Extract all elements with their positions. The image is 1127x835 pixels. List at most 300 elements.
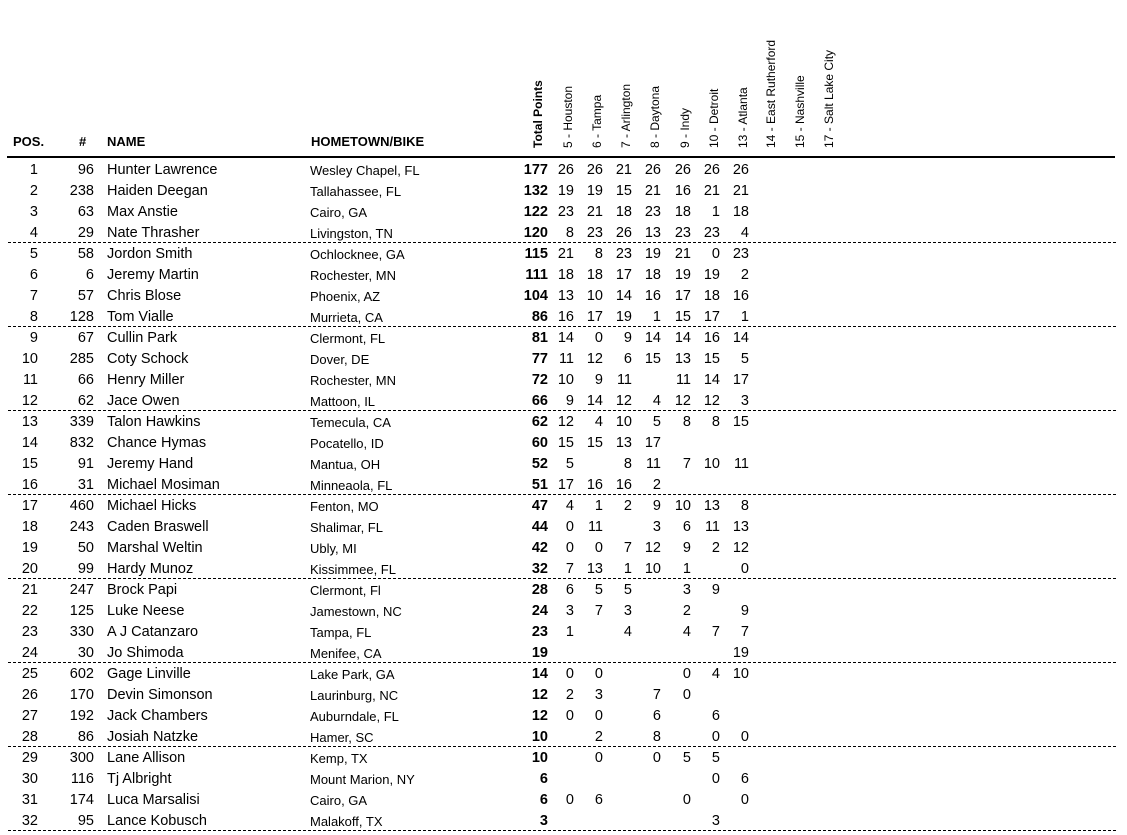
hometown-cell: Ubly, MI xyxy=(310,541,357,556)
total-points-cell: 12 xyxy=(531,687,548,703)
round-points-cell: 4 xyxy=(594,414,603,430)
round-points-cell: 3 xyxy=(565,603,574,619)
header-round-8: 14 - East Rutherford xyxy=(764,39,778,148)
round-points-cell: 1 xyxy=(565,624,574,640)
round-points-cell: 8 xyxy=(623,456,632,472)
total-points-cell: 23 xyxy=(531,624,548,640)
number-cell: 192 xyxy=(69,708,94,724)
round-points-cell: 6 xyxy=(594,792,603,808)
round-points-cell: 10 xyxy=(703,456,720,472)
round-points-cell: 21 xyxy=(674,246,691,262)
pos-cell: 9 xyxy=(29,330,38,346)
round-points-cell: 18 xyxy=(557,267,574,283)
header-round-2: 6 - Tampa xyxy=(590,94,604,148)
name-cell: Lane Allison xyxy=(107,750,186,766)
number-cell: 339 xyxy=(69,414,94,430)
round-points-cell: 21 xyxy=(615,162,632,178)
pos-cell: 6 xyxy=(29,267,38,283)
round-points-cell: 18 xyxy=(586,267,603,283)
round-points-cell: 0 xyxy=(711,246,720,262)
round-points-cell: 7 xyxy=(623,540,632,556)
round-points-cell: 17 xyxy=(674,288,691,304)
round-points-cell: 1 xyxy=(623,561,632,577)
header-round-6: 10 - Detroit xyxy=(707,88,721,148)
round-points-cell: 12 xyxy=(615,393,632,409)
number-cell: 247 xyxy=(69,582,94,598)
name-cell: Devin Simonson xyxy=(107,687,213,703)
round-points-cell: 3 xyxy=(594,687,603,703)
round-points-cell: 5 xyxy=(594,582,603,598)
name-cell: Tom Vialle xyxy=(107,309,174,325)
group-divider xyxy=(8,494,1116,495)
header-total-points: Total Points xyxy=(531,80,545,148)
number-cell: 602 xyxy=(69,666,94,682)
pos-cell: 28 xyxy=(21,729,38,745)
round-points-cell: 0 xyxy=(740,792,749,808)
hometown-cell: Rochester, MN xyxy=(310,268,396,283)
pos-cell: 31 xyxy=(21,792,38,808)
round-points-cell: 2 xyxy=(565,687,574,703)
round-points-cell: 0 xyxy=(565,519,574,535)
round-points-cell: 6 xyxy=(740,771,749,787)
round-points-cell: 10 xyxy=(557,372,574,388)
round-points-cell: 16 xyxy=(674,183,691,199)
total-points-cell: 62 xyxy=(531,414,548,430)
round-points-cell: 1 xyxy=(682,561,691,577)
total-points-cell: 12 xyxy=(531,708,548,724)
round-points-cell: 0 xyxy=(740,561,749,577)
name-cell: Michael Hicks xyxy=(107,498,197,514)
name-cell: Chance Hymas xyxy=(107,435,207,451)
pos-cell: 24 xyxy=(21,645,38,661)
header-rule xyxy=(7,156,1115,158)
round-points-cell: 4 xyxy=(623,624,632,640)
header-round-4: 8 - Daytona xyxy=(648,85,662,148)
round-points-cell: 4 xyxy=(740,225,749,241)
header-hometown: HOMETOWN/BIKE xyxy=(311,134,425,149)
total-points-cell: 6 xyxy=(539,792,548,808)
round-points-cell: 9 xyxy=(623,330,632,346)
round-points-cell: 23 xyxy=(703,225,720,241)
round-points-cell: 15 xyxy=(557,435,574,451)
round-points-cell: 11 xyxy=(587,519,603,535)
round-points-cell: 2 xyxy=(623,498,632,514)
round-points-cell: 16 xyxy=(557,309,574,325)
number-cell: 86 xyxy=(77,729,94,745)
round-points-cell: 13 xyxy=(644,225,661,241)
round-points-cell: 7 xyxy=(565,561,574,577)
total-points-cell: 111 xyxy=(525,267,548,283)
round-points-cell: 8 xyxy=(594,246,603,262)
hometown-cell: Mantua, OH xyxy=(310,457,381,472)
round-points-cell: 1 xyxy=(594,498,603,514)
header-round-1: 5 - Houston xyxy=(561,85,575,148)
round-points-cell: 16 xyxy=(615,477,632,493)
header-round-3: 7 - Arlington xyxy=(619,83,633,148)
pos-cell: 2 xyxy=(29,183,38,199)
hometown-cell: Dover, DE xyxy=(310,352,370,367)
round-points-cell: 5 xyxy=(740,351,749,367)
round-points-cell: 26 xyxy=(703,162,720,178)
round-points-cell: 0 xyxy=(594,708,603,724)
round-points-cell: 14 xyxy=(615,288,632,304)
group-divider xyxy=(8,830,1116,831)
round-points-cell: 21 xyxy=(732,183,749,199)
round-points-cell: 14 xyxy=(674,330,691,346)
round-points-cell: 9 xyxy=(740,603,749,619)
round-points-cell: 5 xyxy=(652,414,661,430)
round-points-cell: 13 xyxy=(703,498,720,514)
name-cell: Chris Blose xyxy=(107,288,182,304)
total-points-cell: 60 xyxy=(531,435,548,451)
round-points-cell: 0 xyxy=(594,330,603,346)
round-points-cell: 26 xyxy=(674,162,691,178)
round-points-cell: 3 xyxy=(682,582,691,598)
number-cell: 460 xyxy=(69,498,94,514)
total-points-cell: 19 xyxy=(531,645,548,661)
pos-cell: 21 xyxy=(21,582,38,598)
number-cell: 62 xyxy=(77,393,94,409)
round-points-cell: 5 xyxy=(623,582,632,598)
round-points-cell: 3 xyxy=(623,603,632,619)
total-points-cell: 52 xyxy=(531,456,548,472)
round-points-cell: 3 xyxy=(652,519,661,535)
pos-cell: 17 xyxy=(21,498,38,514)
round-points-cell: 15 xyxy=(732,414,749,430)
round-points-cell: 12 xyxy=(703,393,720,409)
total-points-cell: 32 xyxy=(531,561,548,577)
round-points-cell: 0 xyxy=(594,666,603,682)
round-points-cell: 19 xyxy=(557,183,574,199)
round-points-cell: 2 xyxy=(711,540,720,556)
number-cell: 99 xyxy=(77,561,94,577)
table-row xyxy=(0,601,1127,622)
number-cell: 67 xyxy=(77,330,94,346)
group-divider xyxy=(8,326,1116,327)
name-cell: Hunter Lawrence xyxy=(107,162,218,178)
table-row xyxy=(0,370,1127,391)
table-row xyxy=(0,307,1127,328)
round-points-cell: 13 xyxy=(615,435,632,451)
round-points-cell: 0 xyxy=(594,750,603,766)
round-points-cell: 11 xyxy=(675,372,691,388)
round-points-cell: 3 xyxy=(711,813,720,829)
hometown-cell: Temecula, CA xyxy=(310,415,391,430)
hometown-cell: Lake Park, GA xyxy=(310,667,395,682)
name-cell: Haiden Deegan xyxy=(107,183,208,199)
hometown-cell: Shalimar, FL xyxy=(310,520,383,535)
pos-cell: 7 xyxy=(29,288,38,304)
table-row xyxy=(0,643,1127,664)
name-cell: Jordon Smith xyxy=(107,246,193,262)
round-points-cell: 8 xyxy=(711,414,720,430)
round-points-cell: 11 xyxy=(645,456,661,472)
round-points-cell: 12 xyxy=(586,351,603,367)
round-points-cell: 17 xyxy=(732,372,749,388)
name-cell: Jo Shimoda xyxy=(107,645,184,661)
round-points-cell: 17 xyxy=(586,309,603,325)
round-points-cell: 0 xyxy=(682,792,691,808)
pos-cell: 5 xyxy=(29,246,38,262)
round-points-cell: 9 xyxy=(682,540,691,556)
round-points-cell: 0 xyxy=(565,540,574,556)
table-row xyxy=(0,328,1127,349)
number-cell: 63 xyxy=(77,204,94,220)
round-points-cell: 0 xyxy=(565,708,574,724)
round-points-cell: 19 xyxy=(586,183,603,199)
table-row xyxy=(0,538,1127,559)
round-points-cell: 6 xyxy=(623,351,632,367)
total-points-cell: 66 xyxy=(531,393,548,409)
round-points-cell: 19 xyxy=(674,267,691,283)
header-round-7: 13 - Atlanta xyxy=(736,87,750,148)
round-points-cell: 2 xyxy=(740,267,749,283)
hometown-cell: Tallahassee, FL xyxy=(310,184,402,199)
round-points-cell: 14 xyxy=(703,372,720,388)
name-cell: Luke Neese xyxy=(107,603,185,619)
number-cell: 96 xyxy=(77,162,94,178)
hometown-cell: Kemp, TX xyxy=(310,751,368,766)
round-points-cell: 2 xyxy=(682,603,691,619)
round-points-cell: 17 xyxy=(557,477,574,493)
name-cell: Max Anstie xyxy=(107,204,178,220)
number-cell: 30 xyxy=(77,645,94,661)
name-cell: Tj Albright xyxy=(107,771,172,787)
round-points-cell: 18 xyxy=(732,204,749,220)
hometown-cell: Menifee, CA xyxy=(310,646,382,661)
total-points-cell: 6 xyxy=(539,771,548,787)
number-cell: 50 xyxy=(77,540,94,556)
number-cell: 174 xyxy=(69,792,94,808)
number-cell: 95 xyxy=(77,813,94,829)
total-points-cell: 132 xyxy=(523,183,548,199)
round-points-cell: 8 xyxy=(565,225,574,241)
round-points-cell: 26 xyxy=(732,162,749,178)
hometown-cell: Phoenix, AZ xyxy=(310,289,381,304)
name-cell: Nate Thrasher xyxy=(107,225,200,241)
round-points-cell: 26 xyxy=(644,162,661,178)
pos-cell: 27 xyxy=(21,708,38,724)
total-points-cell: 10 xyxy=(531,729,548,745)
header-pos: POS. xyxy=(13,134,45,149)
name-cell: Coty Schock xyxy=(107,351,189,367)
round-points-cell: 15 xyxy=(586,435,603,451)
round-points-cell: 11 xyxy=(616,372,632,388)
hometown-cell: Minneaola, FL xyxy=(310,478,393,493)
round-points-cell: 9 xyxy=(594,372,603,388)
hometown-cell: Clermont, FL xyxy=(310,331,386,346)
total-points-cell: 44 xyxy=(531,519,548,535)
pos-cell: 12 xyxy=(21,393,38,409)
pos-cell: 3 xyxy=(29,204,38,220)
round-points-cell: 17 xyxy=(703,309,720,325)
round-points-cell: 23 xyxy=(644,204,661,220)
round-points-cell: 10 xyxy=(674,498,691,514)
round-points-cell: 19 xyxy=(615,309,632,325)
round-points-cell: 0 xyxy=(565,792,574,808)
round-points-cell: 8 xyxy=(652,729,661,745)
round-points-cell: 23 xyxy=(732,246,749,262)
round-points-cell: 26 xyxy=(586,162,603,178)
round-points-cell: 7 xyxy=(594,603,603,619)
round-points-cell: 12 xyxy=(674,393,691,409)
pos-cell: 32 xyxy=(21,813,38,829)
number-cell: 116 xyxy=(70,771,94,787)
total-points-cell: 104 xyxy=(523,288,548,304)
round-points-cell: 12 xyxy=(644,540,661,556)
hometown-cell: Malakoff, TX xyxy=(310,814,383,829)
round-points-cell: 10 xyxy=(732,666,749,682)
round-points-cell: 11 xyxy=(733,456,749,472)
round-points-cell: 21 xyxy=(644,183,661,199)
table-row xyxy=(0,517,1127,538)
round-points-cell: 12 xyxy=(732,540,749,556)
round-points-cell: 13 xyxy=(586,561,603,577)
round-points-cell: 5 xyxy=(711,750,720,766)
round-points-cell: 15 xyxy=(644,351,661,367)
pos-cell: 14 xyxy=(21,435,38,451)
round-points-cell: 3 xyxy=(740,393,749,409)
round-points-cell: 23 xyxy=(615,246,632,262)
table-row xyxy=(0,160,1127,181)
round-points-cell: 4 xyxy=(565,498,574,514)
table-row xyxy=(0,748,1127,769)
round-points-cell: 12 xyxy=(557,414,574,430)
total-points-cell: 14 xyxy=(531,666,548,682)
pos-cell: 22 xyxy=(21,603,38,619)
table-row xyxy=(0,811,1127,832)
round-points-cell: 9 xyxy=(565,393,574,409)
round-points-cell: 21 xyxy=(557,246,574,262)
round-points-cell: 0 xyxy=(565,666,574,682)
number-cell: 66 xyxy=(77,372,94,388)
round-points-cell: 7 xyxy=(740,624,749,640)
table-row xyxy=(0,769,1127,790)
round-points-cell: 0 xyxy=(682,687,691,703)
round-points-cell: 14 xyxy=(644,330,661,346)
pos-cell: 23 xyxy=(21,624,38,640)
hometown-cell: Ochlocknee, GA xyxy=(310,247,405,262)
name-cell: Marshal Weltin xyxy=(107,540,203,556)
name-cell: Caden Braswell xyxy=(107,519,209,535)
table-row xyxy=(0,559,1127,580)
round-points-cell: 17 xyxy=(644,435,661,451)
pos-cell: 30 xyxy=(21,771,38,787)
table-row xyxy=(0,727,1127,748)
group-divider xyxy=(8,410,1116,411)
name-cell: Michael Mosiman xyxy=(107,477,220,493)
round-points-cell: 18 xyxy=(644,267,661,283)
total-points-cell: 77 xyxy=(531,351,548,367)
round-points-cell: 9 xyxy=(652,498,661,514)
table-row xyxy=(0,412,1127,433)
round-points-cell: 15 xyxy=(703,351,720,367)
group-divider xyxy=(8,746,1116,747)
hometown-cell: Clermont, Fl xyxy=(310,583,381,598)
hometown-cell: Cairo, GA xyxy=(310,793,368,808)
hometown-cell: Cairo, GA xyxy=(310,205,368,220)
total-points-cell: 3 xyxy=(539,813,548,829)
round-points-cell: 18 xyxy=(674,204,691,220)
number-cell: 57 xyxy=(77,288,94,304)
number-cell: 31 xyxy=(77,477,94,493)
pos-cell: 15 xyxy=(21,456,38,472)
table-row xyxy=(0,580,1127,601)
round-points-cell: 19 xyxy=(703,267,720,283)
header-round-5: 9 - Indy xyxy=(678,107,692,148)
number-cell: 832 xyxy=(69,435,94,451)
group-divider xyxy=(8,662,1116,663)
header-number: # xyxy=(79,134,87,149)
round-points-cell: 21 xyxy=(703,183,720,199)
round-points-cell: 26 xyxy=(615,225,632,241)
hometown-cell: Kissimmee, FL xyxy=(310,562,396,577)
hometown-cell: Wesley Chapel, FL xyxy=(310,163,420,178)
name-cell: Jack Chambers xyxy=(107,708,208,724)
total-points-cell: 42 xyxy=(531,540,548,556)
name-cell: Jace Owen xyxy=(107,393,180,409)
pos-cell: 29 xyxy=(21,750,38,766)
hometown-cell: Laurinburg, NC xyxy=(310,688,399,703)
table-row xyxy=(0,622,1127,643)
name-cell: Josiah Natzke xyxy=(107,729,199,745)
number-cell: 125 xyxy=(69,603,94,619)
group-divider xyxy=(8,578,1116,579)
round-points-cell: 23 xyxy=(586,225,603,241)
round-points-cell: 2 xyxy=(652,477,661,493)
round-points-cell: 26 xyxy=(557,162,574,178)
round-points-cell: 6 xyxy=(682,519,691,535)
hometown-cell: Mount Marion, NY xyxy=(310,772,415,787)
round-points-cell: 13 xyxy=(557,288,574,304)
pos-cell: 26 xyxy=(21,687,38,703)
hometown-cell: Mattoon, IL xyxy=(310,394,376,409)
name-cell: Brock Papi xyxy=(107,582,178,598)
round-points-cell: 11 xyxy=(558,351,574,367)
round-points-cell: 10 xyxy=(586,288,603,304)
round-points-cell: 2 xyxy=(594,729,603,745)
hometown-cell: Livingston, TN xyxy=(310,226,393,241)
round-points-cell: 16 xyxy=(732,288,749,304)
name-cell: Luca Marsalisi xyxy=(107,792,200,808)
header-name: NAME xyxy=(107,134,146,149)
table-row xyxy=(0,181,1127,202)
round-points-cell: 18 xyxy=(703,288,720,304)
name-cell: Jeremy Hand xyxy=(107,456,194,472)
name-cell: Gage Linville xyxy=(107,666,191,682)
table-row xyxy=(0,244,1127,265)
round-points-cell: 7 xyxy=(652,687,661,703)
round-points-cell: 4 xyxy=(711,666,720,682)
number-cell: 91 xyxy=(77,456,94,472)
table-row xyxy=(0,685,1127,706)
round-points-cell: 10 xyxy=(644,561,661,577)
table-row xyxy=(0,433,1127,454)
total-points-cell: 28 xyxy=(531,582,548,598)
number-cell: 58 xyxy=(77,246,94,262)
total-points-cell: 120 xyxy=(523,225,548,241)
round-points-cell: 14 xyxy=(732,330,749,346)
pos-cell: 4 xyxy=(29,225,38,241)
round-points-cell: 14 xyxy=(586,393,603,409)
round-points-cell: 5 xyxy=(682,750,691,766)
round-points-cell: 0 xyxy=(682,666,691,682)
total-points-cell: 72 xyxy=(531,372,548,388)
number-cell: 330 xyxy=(69,624,94,640)
round-points-cell: 14 xyxy=(557,330,574,346)
pos-cell: 8 xyxy=(29,309,38,325)
header-round-9: 15 - Nashville xyxy=(793,75,807,148)
